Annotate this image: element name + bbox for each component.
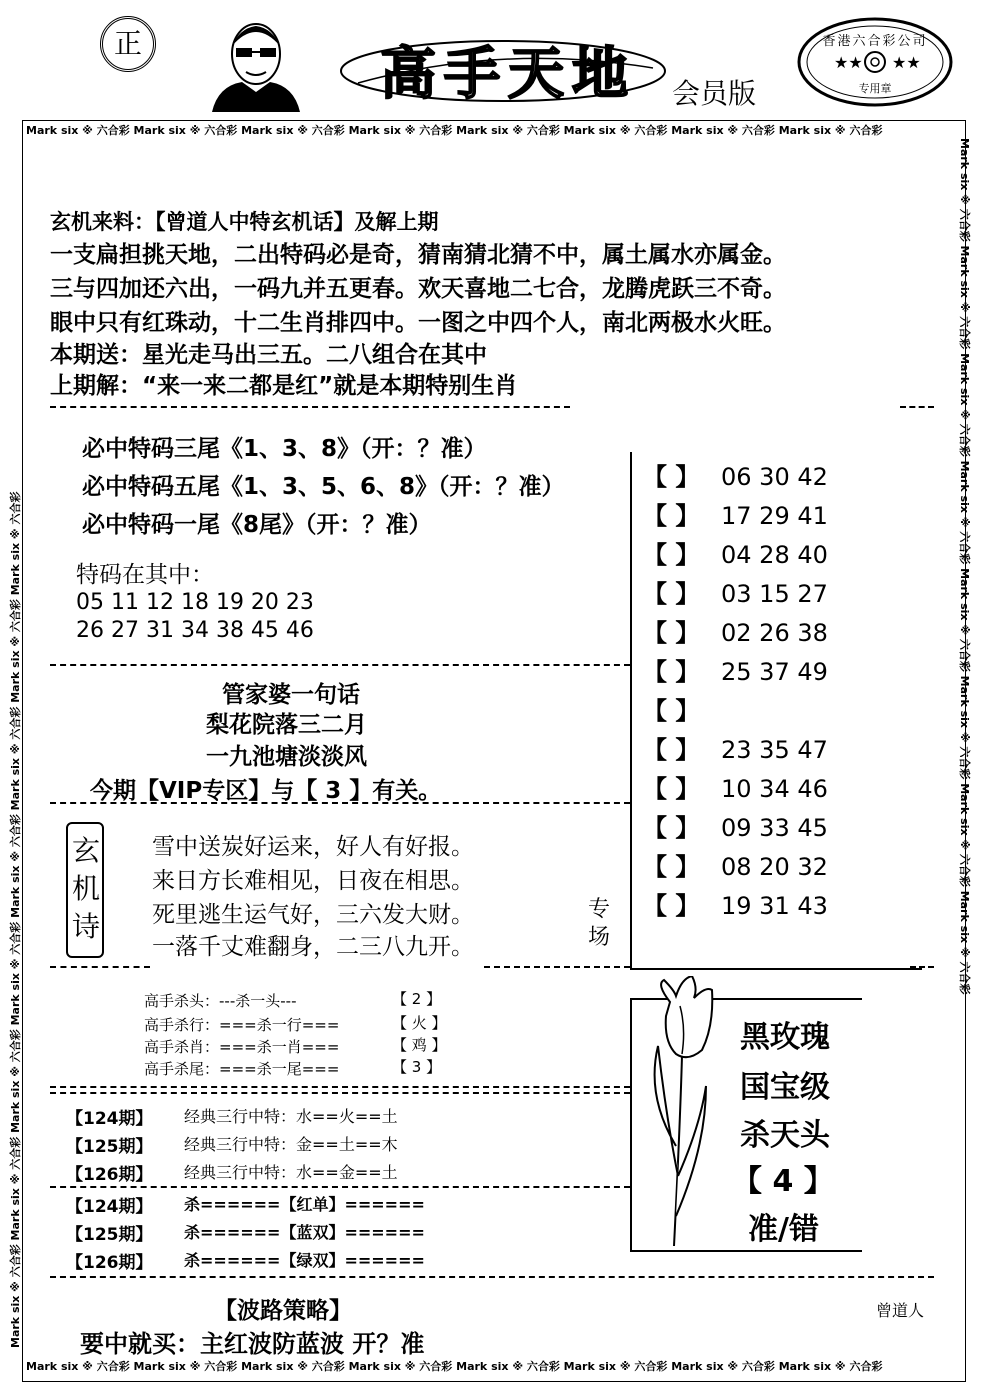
rose-line-2: 国宝级	[740, 1070, 830, 1105]
divider	[910, 966, 934, 968]
color-kill-text: 杀======【绿双】======	[184, 1251, 425, 1270]
number-row: 【 】	[643, 697, 700, 725]
stamp-bottom-text: 专用章	[858, 82, 892, 95]
poem-label-box	[66, 822, 104, 958]
border-strip-right: Mark six ※ 六合彩 Mark six ※ 六合彩 Mark six ※ 六合彩 Mark six ※ 六合彩 Mark six ※ 六合彩 Mark six ※ 六合彩 Mark six ※ 六合彩 Mark six ※ 六合彩	[958, 138, 971, 995]
xuanji-label: 玄机来料：	[50, 210, 155, 234]
kill-label: 高手杀尾：===杀一尾===	[144, 1060, 340, 1078]
xuanji-line-3: 眼中只有红珠动，十二生肖排四中。一图之中四个人，南北两极水火旺。	[50, 310, 786, 336]
strategy-text: 要中就买：主红波防蓝波 开？准	[80, 1330, 425, 1358]
poem-label: 玄机诗	[72, 834, 101, 943]
number-row: 【 】 09 33 45	[643, 814, 828, 842]
number-row: 【 】 25 37 49	[643, 658, 828, 686]
period-label: 【124期】	[66, 1197, 153, 1217]
divider	[50, 1186, 630, 1188]
kill-label: 高手杀头：---杀一头---	[144, 992, 297, 1010]
tail-line-2: 必中特码五尾《1、3、5、6、8》（开：？准）	[82, 474, 565, 500]
kill-label: 高手杀行：===杀一行===	[144, 1016, 340, 1034]
divider	[50, 1276, 934, 1278]
pool-label: 特码在其中：	[76, 562, 214, 588]
edition-label: 会员版	[672, 77, 757, 110]
kill-label: 高手杀肖：===杀一肖===	[144, 1038, 340, 1056]
zheng-mark: 正	[113, 27, 142, 60]
number-row: 【 】 19 31 43	[643, 892, 828, 920]
number-row: 【 】 17 29 41	[643, 502, 828, 530]
side-label: 专场	[588, 897, 611, 950]
divider	[50, 1092, 630, 1094]
border-strip-left: Mark six ※ 六合彩 Mark six ※ 六合彩 Mark six ※ 六合彩 Mark six ※ 六合彩 Mark six ※ 六合彩 Mark six ※ 六合彩 Mark six ※ 六合彩 Mark six ※ 六合彩	[9, 491, 22, 1348]
poem-line-2: 来日方长难相见，日夜在相思。	[152, 868, 474, 894]
period-label: 【126期】	[66, 1165, 153, 1185]
divider	[50, 406, 570, 408]
strategy-title: 【波路策略】	[214, 1298, 352, 1324]
kill-value: 【 3 】	[392, 1058, 442, 1076]
divider	[50, 664, 630, 666]
divider	[900, 406, 934, 408]
period-label: 【125期】	[66, 1225, 153, 1245]
period-label: 【125期】	[66, 1137, 153, 1157]
number-row: 【 】 02 26 38	[643, 619, 828, 647]
rose-line-3: 杀天头	[740, 1118, 830, 1153]
period-label: 【124期】	[66, 1109, 153, 1129]
border-strip-bottom: Mark six ※ 六合彩 Mark six ※ 六合彩 Mark six ※ 六合彩 Mark six ※ 六合彩 Mark six ※ 六合彩 Mark six ※ 六合彩 Mark six ※ 六合彩 Mark six ※ 六合彩	[26, 1360, 883, 1373]
xuanji-line-1: 一支扁担挑天地，二出特码必是奇，猜南猜北猜不中，属土属水亦属金。	[50, 242, 786, 268]
guanjiapo-title: 管家婆一句话	[222, 682, 360, 708]
color-kill-text: 杀======【蓝双】======	[184, 1223, 425, 1242]
number-row: 【 】 10 34 46	[643, 775, 828, 803]
divider	[50, 802, 630, 804]
stamp-ring-text: 香港六合彩公司	[822, 34, 928, 49]
rose-line-1: 黑玫瑰	[740, 1020, 830, 1055]
divider	[50, 1086, 630, 1088]
zheng-seal	[100, 16, 156, 72]
pool-row-1: 05 11 12 18 19 20 23	[76, 590, 314, 615]
kill-value: 【 鸡 】	[392, 1036, 447, 1054]
pool-row-2: 26 27 31 34 38 45 46	[76, 618, 314, 643]
vip-line: 今期【VIP专区】与【 3 】有关。	[90, 778, 442, 804]
element-text: 经典三行中特：金==土==木	[184, 1135, 398, 1154]
xuanji-source: 【曾道人中特玄机话】及解上期	[155, 210, 439, 234]
tail-line-1: 必中特码三尾《1、3、8》（开：？准）	[82, 436, 487, 462]
color-kill-text: 杀======【红单】======	[184, 1195, 425, 1214]
number-row: 【 】 03 15 27	[643, 580, 828, 608]
svg-text:★★: ★★	[892, 53, 921, 72]
guanjiapo-line-1: 梨花院落三二月	[206, 712, 367, 738]
kill-value: 【 2 】	[392, 990, 442, 1008]
poem-line-3: 死里逃生运气好，三六发大财。	[152, 902, 474, 928]
xuanji-line-5: 上期解：“来一来二都是红”就是本期特别生肖	[50, 373, 518, 399]
poem-line-4: 一落千丈难翻身，二三八九开。	[152, 934, 474, 960]
tail-line-3: 必中特码一尾《8尾》（开：？准）	[82, 512, 432, 538]
rose-value: 【 4 】	[732, 1164, 834, 1199]
xuanji-line-2: 三与四加还六出，一码九并五更春。欢天喜地二七合，龙腾虎跃三不奇。	[50, 276, 786, 302]
divider	[50, 966, 150, 968]
tulip-image	[640, 976, 720, 1250]
element-text: 经典三行中特：水==金==土	[184, 1163, 398, 1182]
portrait-image	[212, 16, 300, 112]
kill-value: 【 火 】	[392, 1014, 447, 1032]
border-strip-top: Mark six ※ 六合彩 Mark six ※ 六合彩 Mark six ※ 六合彩 Mark six ※ 六合彩 Mark six ※ 六合彩 Mark six ※ 六合彩 Mark six ※ 六合彩 Mark six ※ 六合彩	[26, 124, 883, 137]
xuanji-source-line	[50, 206, 439, 236]
number-row: 【 】 06 30 42	[643, 463, 828, 491]
number-row: 【 】 04 28 40	[643, 541, 828, 569]
svg-text:★★: ★★	[834, 53, 863, 72]
number-row: 【 】 23 35 47	[643, 736, 828, 764]
poem-line-1: 雪中送炭好运来，好人有好报。	[152, 834, 474, 860]
number-row: 【 】 08 20 32	[643, 853, 828, 881]
xuanji-line-4: 本期送：星光走马出三五。二八组合在其中	[50, 342, 487, 368]
company-stamp	[796, 16, 954, 108]
strategy-author: 曾道人	[876, 1301, 925, 1320]
page-title: 高手天地	[380, 41, 636, 107]
rose-result: 准/错	[748, 1212, 819, 1247]
period-label: 【126期】	[66, 1253, 153, 1273]
element-text: 经典三行中特：水==火==土	[184, 1107, 398, 1126]
divider	[484, 966, 630, 968]
guanjiapo-line-2: 一九池塘淡淡风	[206, 744, 367, 770]
